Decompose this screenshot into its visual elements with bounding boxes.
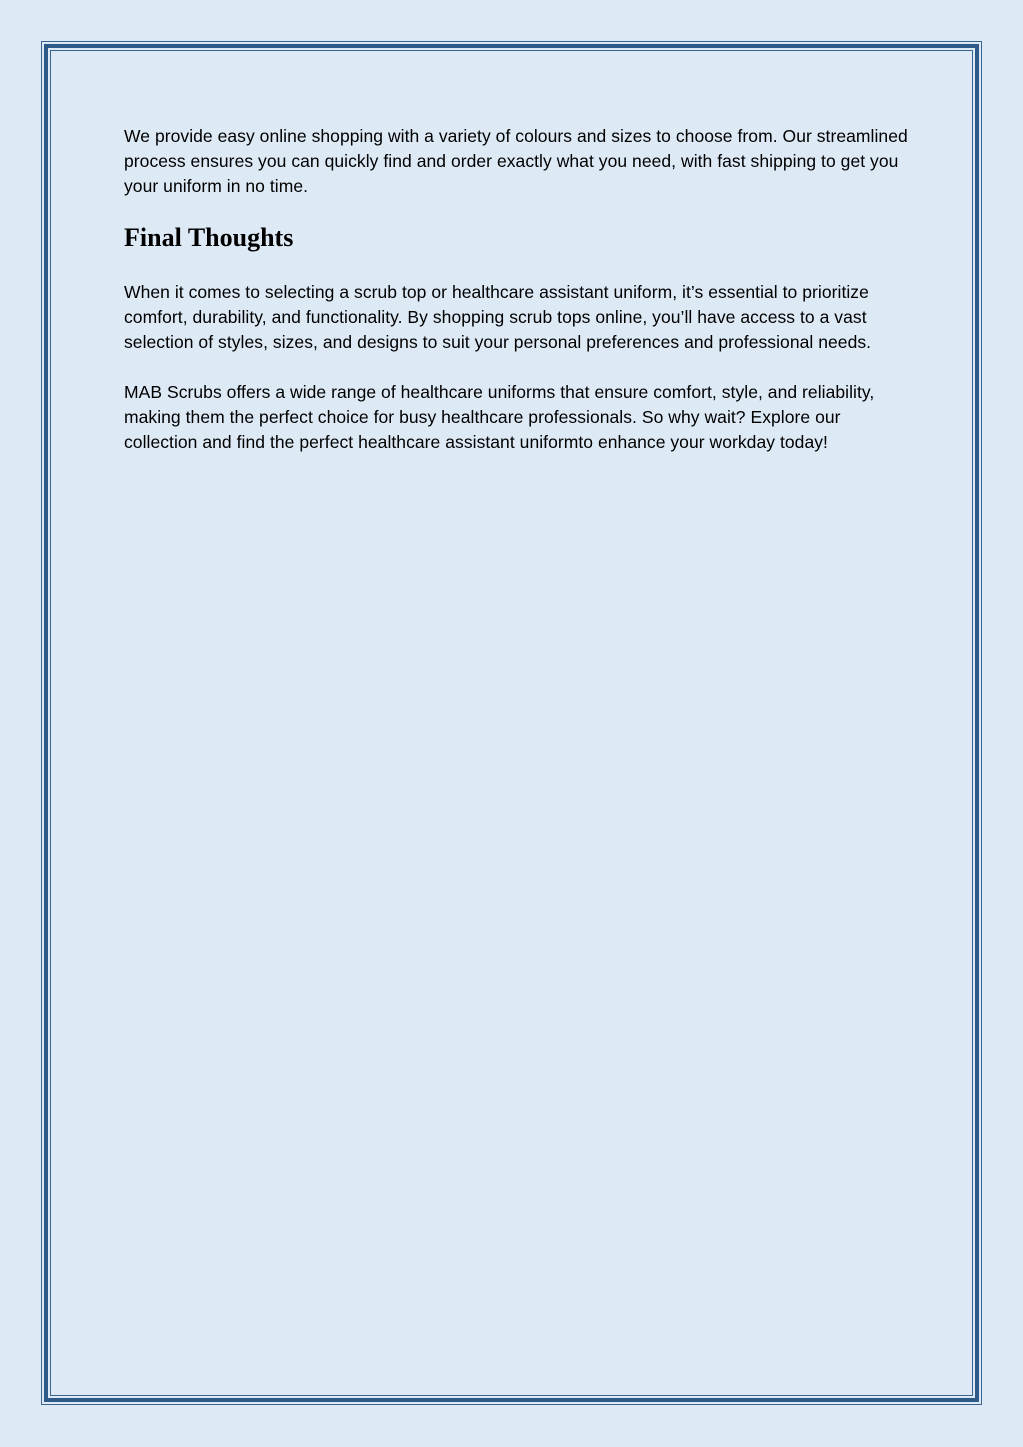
body-paragraph-mab-scrubs: MAB Scrubs offers a wide range of healthcare uniforms that ensure comfort, style, and reliability, making them the perfect choice for busy healthcare professionals. So why wait? Explore our collection and find the perfect healthcare assistant uniformto enhance your workday today! <box>124 382 875 452</box>
intro-paragraph: We provide easy online shopping with a variety of colours and sizes to choose from. Our streamlined process ensures you can quickly find and order exactly what you need, with fast shipping to get you your uniform in no time. <box>124 126 908 196</box>
section-heading: Final Thoughts <box>124 223 294 252</box>
body-paragraph-comfort: When it comes to selecting a scrub top or healthcare assistant uniform, it’s essential to prioritize comfort, durability, and functionality. By shopping scrub tops online, you’ll have access to a vast selection of styles, sizes, and designs to suit your personal preferences and professional needs. <box>124 282 872 352</box>
document-body <box>124 124 914 455</box>
